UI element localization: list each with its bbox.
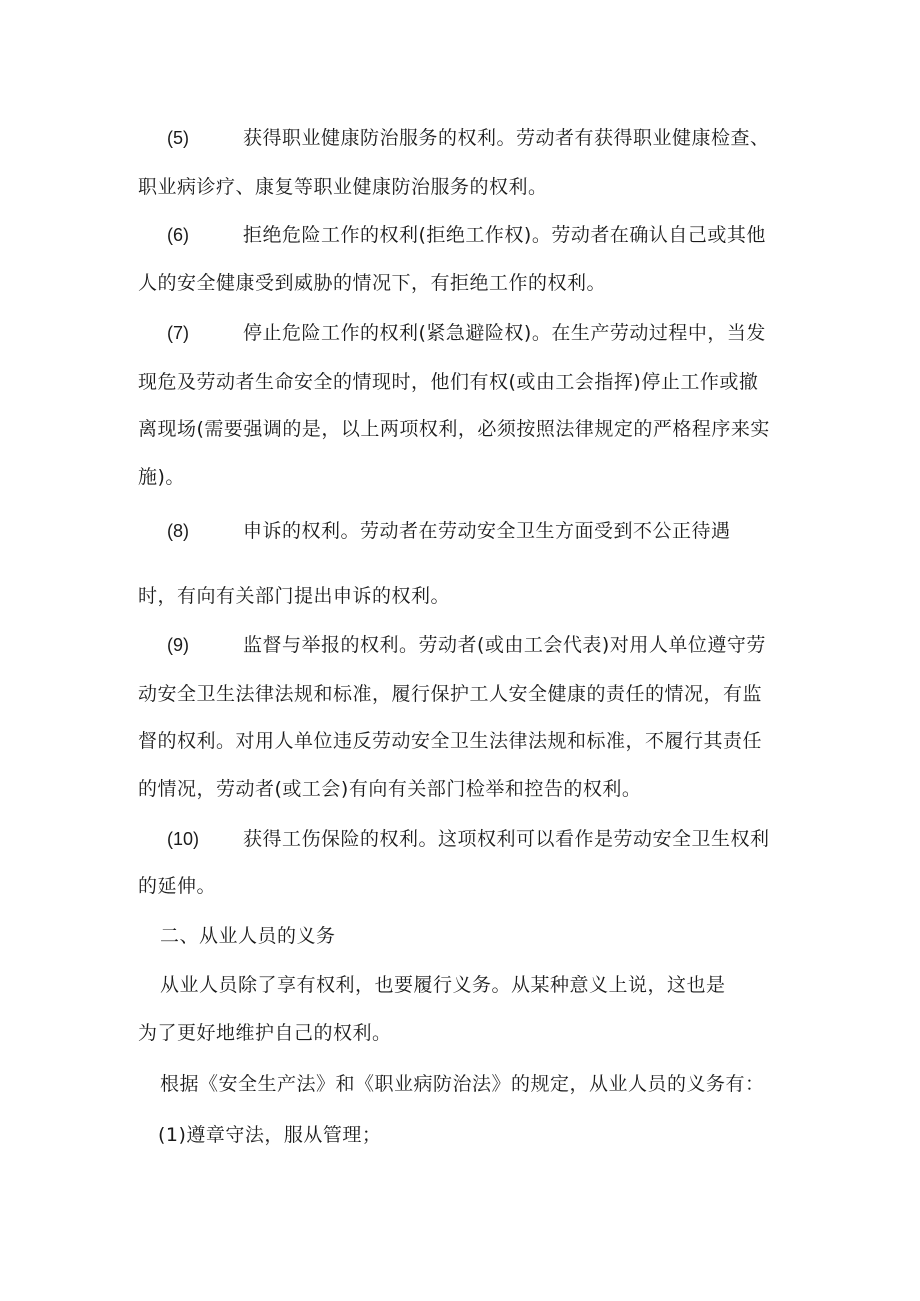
- item-lead-text: 获得工伤保险的权利。这项权利可以看作是劳动安全卫生权利: [243, 828, 770, 850]
- item-text-line: 督的权利。对用人单位违反劳动安全卫生法律法规和标准，不履行其责任: [138, 730, 763, 752]
- item-number: (8): [167, 521, 189, 541]
- item-lead-text: 停止危险工作的权利(紧急避险权)。在生产劳动过程中，当发: [243, 322, 766, 344]
- item-text-line: 职业病诊疗、康复等职业健康防治服务的权利。: [138, 176, 548, 198]
- item-text-line: 离现场(需要强调的是，以上两项权利，必须按照法律规定的严格程序来实: [138, 418, 770, 440]
- duty-item: (1)遵章守法，服从管理；: [158, 1124, 382, 1146]
- section-paragraph-line: 为了更好地维护自己的权利。: [138, 1022, 392, 1044]
- item-number: (5): [167, 128, 189, 148]
- item-number: (9): [167, 635, 189, 655]
- item-text-line: 现危及劳动者生命安全的情现时，他们有权(或由工会指挥)停止工作或撤: [138, 371, 759, 393]
- section-heading: 二、从业人员的义务: [160, 925, 336, 947]
- item-lead-text: 监督与举报的权利。劳动者(或由工会代表)对用人单位遵守劳: [243, 634, 766, 656]
- section-paragraph-line: 从业人员除了享有权利，也要履行义务。从某种意义上说，这也是: [160, 974, 726, 996]
- item-text-line: 的延伸。: [138, 875, 217, 897]
- item-number: (7): [167, 323, 189, 343]
- section-paragraph: 根据《安全生产法》和《职业病防治法》的规定，从业人员的义务有：: [160, 1073, 765, 1095]
- item-text-line: 的情况，劳动者(或工会)有向有关部门检举和控告的权利。: [138, 778, 642, 800]
- item-lead-text: 拒绝危险工作的权利(拒绝工作权)。劳动者在确认自己或其他: [243, 224, 766, 246]
- item-number: (6): [167, 225, 189, 245]
- item-lead-text: 获得职业健康防治服务的权利。劳动者有获得职业健康检查、: [243, 127, 770, 149]
- item-text-line: 时，有向有关部门提出申诉的权利。: [138, 585, 451, 607]
- item-text-line: 动安全卫生法律法规和标准，履行保护工人安全健康的责任的情况，有监: [138, 683, 763, 705]
- item-text-line: 施)。: [138, 466, 185, 488]
- item-lead-text: 申诉的权利。劳动者在劳动安全卫生方面受到不公正待遇: [243, 520, 731, 542]
- item-number: (10): [167, 829, 200, 849]
- item-text-line: 人的安全健康受到威胁的情况下，有拒绝工作的权利。: [138, 272, 607, 294]
